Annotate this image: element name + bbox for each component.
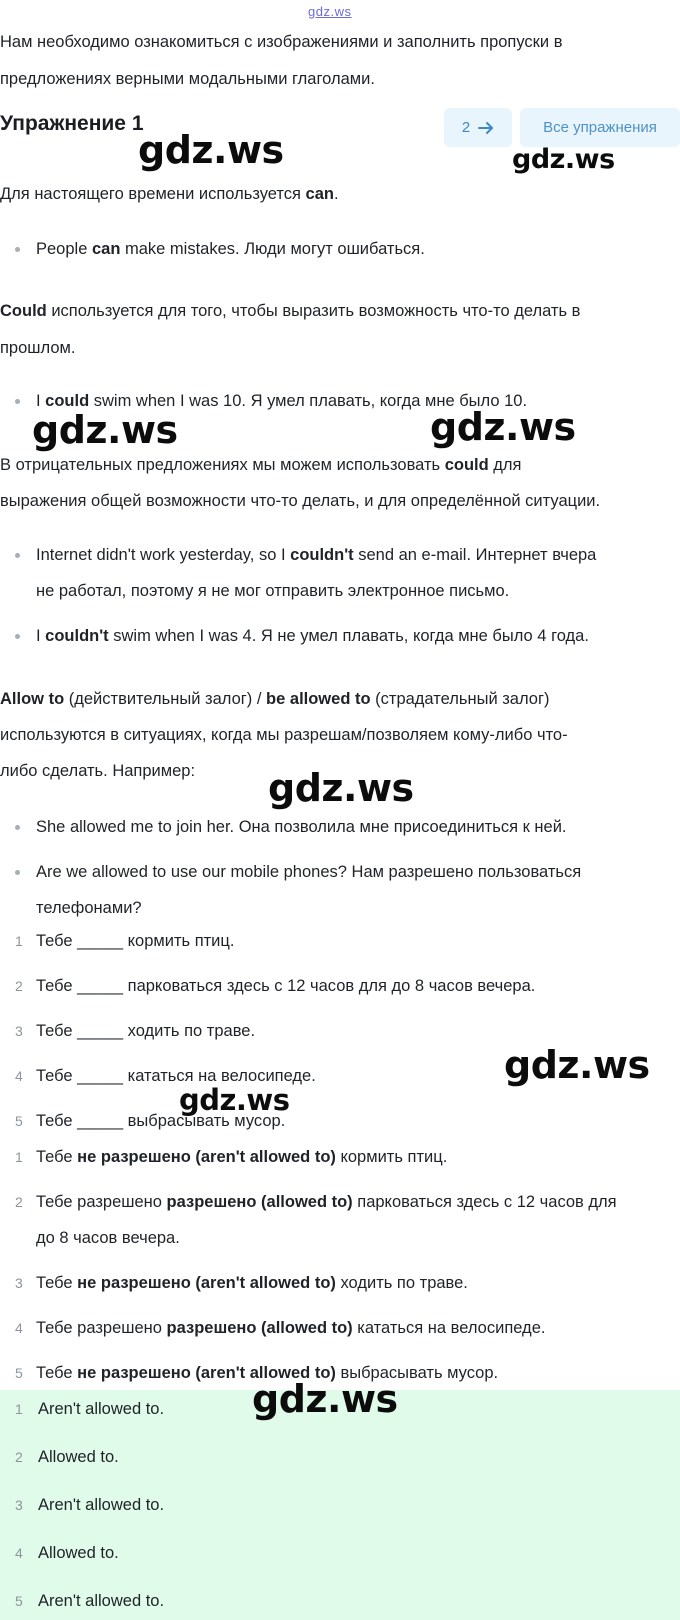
answer-number: 2	[15, 1449, 23, 1465]
translation-start: Тебе разрешено	[36, 1193, 167, 1211]
watermark: gdz.ws	[268, 766, 414, 810]
negative-example-1-cont: не работал, поэтому я не мог отправить электронное письмо.	[36, 582, 510, 600]
can-intro	[0, 176, 672, 212]
translation-end: выбрасывать мусор.	[335, 1364, 499, 1382]
watermark: gdz.ws	[179, 1083, 290, 1117]
translation-answer: не разрешено (aren't allowed to)	[77, 1364, 336, 1382]
bullet-dot	[15, 553, 20, 558]
negative-example-1-end: send an e-mail. Интернет вчера	[353, 546, 597, 564]
task-item: Тебе _____ ходить по траве.	[36, 1022, 256, 1040]
can-example-end: make mistakes. Люди могут ошибаться.	[120, 240, 425, 258]
watermark: gdz.ws	[504, 1043, 650, 1087]
translation-item	[36, 1265, 676, 1301]
allow-example-1: She allowed me to join her. Она позволила мне присоединиться к ней.	[36, 818, 567, 836]
translation-number: 2	[15, 1194, 23, 1210]
watermark: gdz.ws	[138, 128, 284, 172]
all-exercises-button[interactable]: Все упражнения	[520, 108, 680, 147]
task-number: 1	[15, 933, 23, 949]
negative-example-2	[36, 618, 676, 654]
task-number: 5	[15, 1113, 23, 1129]
be-allowed-term: be allowed to	[266, 690, 371, 708]
bullet-dot	[15, 825, 20, 830]
allow-intro	[0, 681, 672, 717]
allow-intro-text: (действительный залог) /	[64, 690, 267, 708]
task-item: Тебе _____ кормить птиц.	[36, 932, 235, 950]
can-example-term: can	[91, 240, 121, 258]
translation-item-cont: до 8 часов вечера.	[36, 1229, 180, 1247]
can-example	[36, 231, 676, 267]
translation-number: 4	[15, 1320, 23, 1336]
can-intro-text: Для настоящего времени используется	[0, 185, 306, 203]
translation-answer: разрешено (allowed to)	[166, 1193, 353, 1211]
translation-number: 5	[15, 1365, 23, 1381]
translation-end: ходить по траве.	[335, 1274, 468, 1292]
negative-example-1-term: couldn't	[290, 546, 354, 564]
allow-example-2-cont: телефонами?	[36, 899, 142, 917]
translation-answer: не разрешено (aren't allowed to)	[77, 1148, 336, 1166]
task-item: Тебе _____ парковаться здесь с 12 часов для до 8 часов вечера.	[36, 977, 536, 995]
translation-start: Тебе	[36, 1148, 78, 1166]
translation-answer: не разрешено (aren't allowed to)	[77, 1274, 336, 1292]
could-example-start: I	[36, 392, 46, 410]
allow-term: Allow to	[0, 690, 65, 708]
can-example-start: People	[36, 240, 92, 258]
bullet-dot	[15, 399, 20, 404]
answer-item: Aren't allowed to.	[38, 1496, 165, 1514]
answer-number: 4	[15, 1545, 23, 1561]
translation-end: кормить птиц.	[335, 1148, 448, 1166]
could-term: Could	[0, 302, 47, 320]
task-number: 3	[15, 1023, 23, 1039]
bullet-dot	[15, 247, 20, 252]
intro-line-2: предложениях верными модальными глаголами.	[0, 70, 375, 88]
answer-item: Allowed to.	[38, 1448, 119, 1466]
negative-example-2-end: swim when I was 4. Я не умел плавать, когда мне было 4 года.	[108, 627, 589, 645]
could-intro	[0, 293, 672, 329]
could-intro-cont: прошлом.	[0, 339, 76, 357]
allow-example-2: Are we allowed to use our mobile phones? Нам разрешено пользоваться	[36, 863, 582, 881]
translation-answer: разрешено (allowed to)	[166, 1319, 353, 1337]
translation-start: Тебе	[36, 1364, 78, 1382]
answer-item: Aren't allowed to.	[38, 1592, 165, 1610]
allow-intro-line-2: используются в ситуациях, когда мы разрешам/позволяем кому-либо что-	[0, 726, 568, 744]
negative-intro	[0, 447, 672, 483]
translation-number: 1	[15, 1149, 23, 1165]
negative-intro-text: В отрицательных предложениях мы можем использовать	[0, 456, 445, 474]
negative-intro-term: could	[444, 456, 489, 474]
answer-item: Allowed to.	[38, 1544, 119, 1562]
bullet-dot	[15, 634, 20, 639]
negative-example-1	[36, 537, 676, 573]
negative-example-2-start: I	[36, 627, 46, 645]
translation-end: кататься на велосипеде.	[352, 1319, 546, 1337]
can-term: can	[305, 185, 334, 203]
watermark: gdz.ws	[430, 405, 576, 449]
answer-number: 1	[15, 1401, 23, 1417]
negative-example-2-term: couldn't	[45, 627, 109, 645]
task-number: 4	[15, 1068, 23, 1084]
watermark: gdz.ws	[32, 408, 178, 452]
can-intro-end: .	[333, 185, 339, 203]
next-exercise-label: 2	[461, 119, 471, 136]
arrow-right-icon	[478, 121, 494, 135]
could-example-end: swim when I was 10. Я умел плавать, когда мне было 10.	[89, 392, 528, 410]
translation-item	[36, 1184, 676, 1220]
task-item: Тебе _____ выбрасывать мусор.	[36, 1112, 286, 1130]
intro-line-1: Нам необходимо ознакомиться с изображениями и заполнить пропуски в	[0, 33, 563, 51]
site-logo[interactable]: gdz.ws	[308, 4, 352, 19]
watermark: gdz.ws	[252, 1377, 398, 1421]
bullet-dot	[15, 870, 20, 875]
translation-number: 3	[15, 1275, 23, 1291]
allow-intro-line-3: либо сделать. Например:	[0, 762, 196, 780]
watermark: gdz.ws	[512, 144, 615, 175]
negative-example-1-start: Internet didn't work yesterday, so I	[36, 546, 291, 564]
translation-item	[36, 1310, 676, 1346]
next-exercise-button[interactable]	[444, 108, 512, 147]
could-example-term: could	[45, 392, 90, 410]
answer-item: Aren't allowed to.	[38, 1400, 165, 1418]
task-item: Тебе _____ кататься на велосипеде.	[36, 1067, 316, 1085]
translation-start: Тебе	[36, 1274, 78, 1292]
negative-intro-cont: выражения общей возможности что-то делать, и для определённой ситуации.	[0, 492, 601, 510]
translation-start: Тебе разрешено	[36, 1319, 167, 1337]
exercise-title: Упражнение 1	[0, 112, 144, 135]
could-intro-text: используется для того, чтобы выразить возможность что-то делать в	[46, 302, 581, 320]
negative-intro-end: для	[488, 456, 522, 474]
translation-item	[36, 1139, 676, 1175]
allow-intro-end: (страдательный залог)	[370, 690, 550, 708]
translation-end: парковаться здесь с 12 часов для	[352, 1193, 617, 1211]
task-number: 2	[15, 978, 23, 994]
answer-number: 3	[15, 1497, 23, 1513]
answer-number: 5	[15, 1593, 23, 1609]
